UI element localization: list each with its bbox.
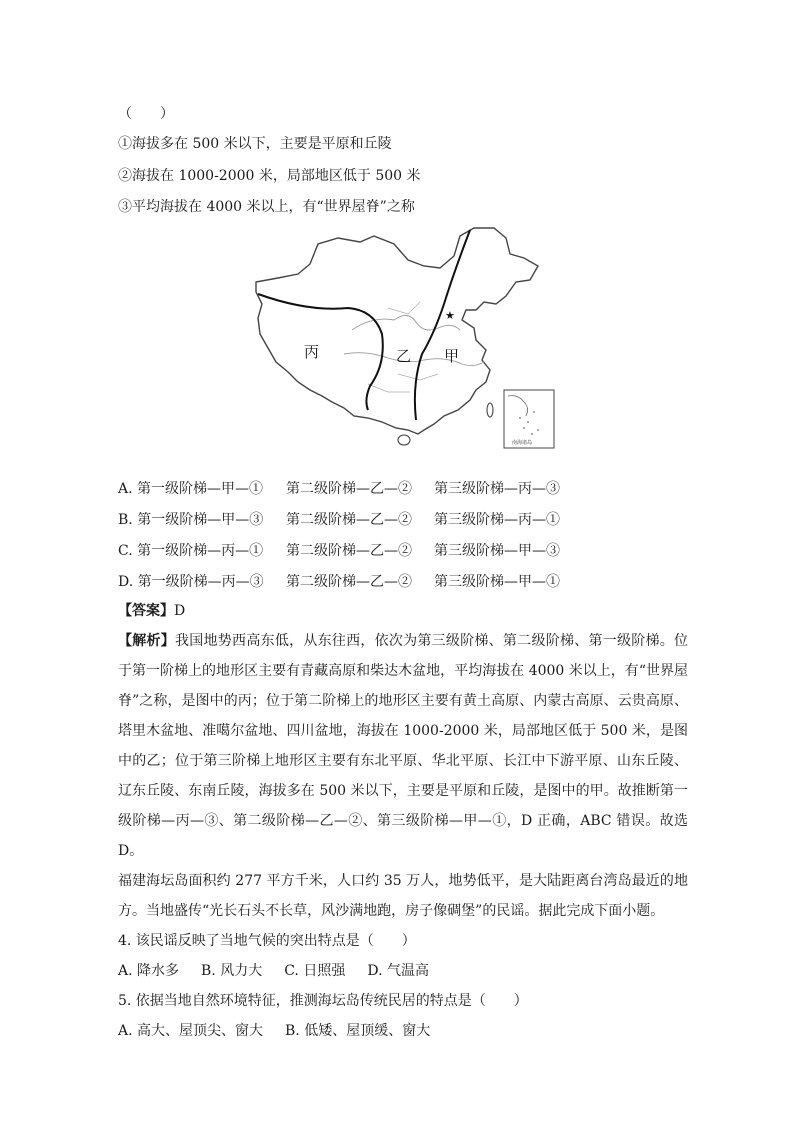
analysis-paragraph: [118, 626, 688, 866]
option-a-part2: 第二级阶梯—乙—②: [286, 481, 412, 497]
statement-1: ①海拔多在 500 米以下，主要是平原和丘陵: [118, 136, 392, 152]
option-d-part3: 第三级阶梯—甲—①: [434, 574, 560, 590]
label-jia: 甲: [444, 347, 460, 365]
option-b-part1: B. 第一级阶梯—甲—③: [118, 512, 264, 528]
inset-label: 南海诸岛: [512, 440, 533, 446]
q4-option-b[interactable]: B. 风力大: [201, 963, 263, 979]
option-d[interactable]: [118, 572, 560, 592]
answer-line: [118, 596, 688, 626]
q4-options: [118, 956, 688, 986]
statement-2: ②海拔在 1000-2000 米，局部地区低于 500 米: [118, 168, 421, 184]
option-a-part1: A. 第一级阶梯—甲—①: [118, 481, 264, 497]
material-paragraph: 福建海坛岛面积约 277 平方千米，人口约 35 万人，地势低平，是大陆距离台湾岛最近的地方。当地盛传“光长石头不长草，风沙满地跑，房子像碉堡”的民谣。据此完成下面小题。: [118, 873, 688, 919]
china-terrain-map: [248, 224, 558, 450]
option-c-part2: 第二级阶梯—乙—②: [286, 543, 412, 559]
q4-stem: 4. 该民谣反映了当地气候的突出特点是（ ）: [118, 933, 416, 949]
q5-options: [118, 1016, 688, 1046]
analysis-tag: 【解析】: [118, 633, 176, 649]
label-bing: 丙: [304, 343, 320, 361]
option-c-part3: 第三级阶梯—甲—③: [434, 543, 560, 559]
analysis-text: 我国地势西高东低，从东往西，依次为第三级阶梯、第二级阶梯、第一级阶梯。位于第一阶梯上的地形区主要有青藏高原和柴达木盆地，平均海拔在 4000 米以上，有“世界屋脊”之称，是图中的丙；位于第二阶梯上的地形区主要有黄土高原、内蒙古高原、云贵高原、塔里木盆地、准噶尔盆地、四川盆地，海拔在 1000-2000 米，局部地区低于 500 米，是图中的乙；位于第三阶梯上地形区主要有东北平原、华北平原、长江中下游平原、山东丘陵、辽东丘陵、东南丘陵，海拔多在 500 米以下，主要是平原和丘陵，是图中的甲。故推断第一级阶梯—丙—③、第二级阶梯—乙—②、第三级阶梯—甲—①，D 正确，ABC 错误。故选 D。: [118, 633, 689, 859]
option-d-part1: D. 第一级阶梯—丙—③: [118, 574, 264, 590]
china-outline: [256, 228, 538, 434]
option-c-part1: C. 第一级阶梯—丙—①: [118, 543, 264, 559]
option-a[interactable]: [118, 479, 560, 499]
q5-option-b[interactable]: B. 低矮、屋顶缓、窗大: [285, 1023, 431, 1039]
answer-tag: 【答案】: [118, 603, 174, 619]
question-bracket: （ ）: [118, 106, 174, 122]
q4-option-a[interactable]: A. 降水多: [118, 963, 180, 979]
label-yi: 乙: [396, 347, 412, 365]
option-c[interactable]: [118, 541, 560, 561]
q4-option-d[interactable]: D. 气温高: [367, 963, 429, 979]
capital-star-icon: ★: [445, 309, 455, 322]
answer-value: D: [174, 603, 186, 619]
q4-option-c[interactable]: C. 日照强: [284, 963, 346, 979]
option-d-part2: 第二级阶梯—乙—②: [286, 574, 412, 590]
yangtze-river: [344, 353, 484, 366]
hainan-island: [398, 435, 410, 445]
answer-section: [118, 596, 688, 1046]
boundary-line-1: [258, 294, 383, 410]
taiwan-island: [487, 403, 493, 417]
option-b-part3: 第三级阶梯—丙—①: [434, 512, 560, 528]
statement-3: ③平均海拔在 4000 米以上，有“世界屋脊”之称: [118, 199, 415, 215]
boundary-line-2: [415, 230, 470, 420]
option-b[interactable]: [118, 510, 560, 530]
q5-stem: 5. 依据当地自然环境特征，推测海坛岛传统民居的特点是（ ）: [118, 993, 528, 1009]
option-a-part3: 第三级阶梯—丙—③: [434, 481, 560, 497]
yellow-river: [352, 315, 460, 330]
option-b-part2: 第二级阶梯—乙—②: [286, 512, 412, 528]
q5-option-a[interactable]: A. 高大、屋顶尖、窗大: [118, 1023, 264, 1039]
